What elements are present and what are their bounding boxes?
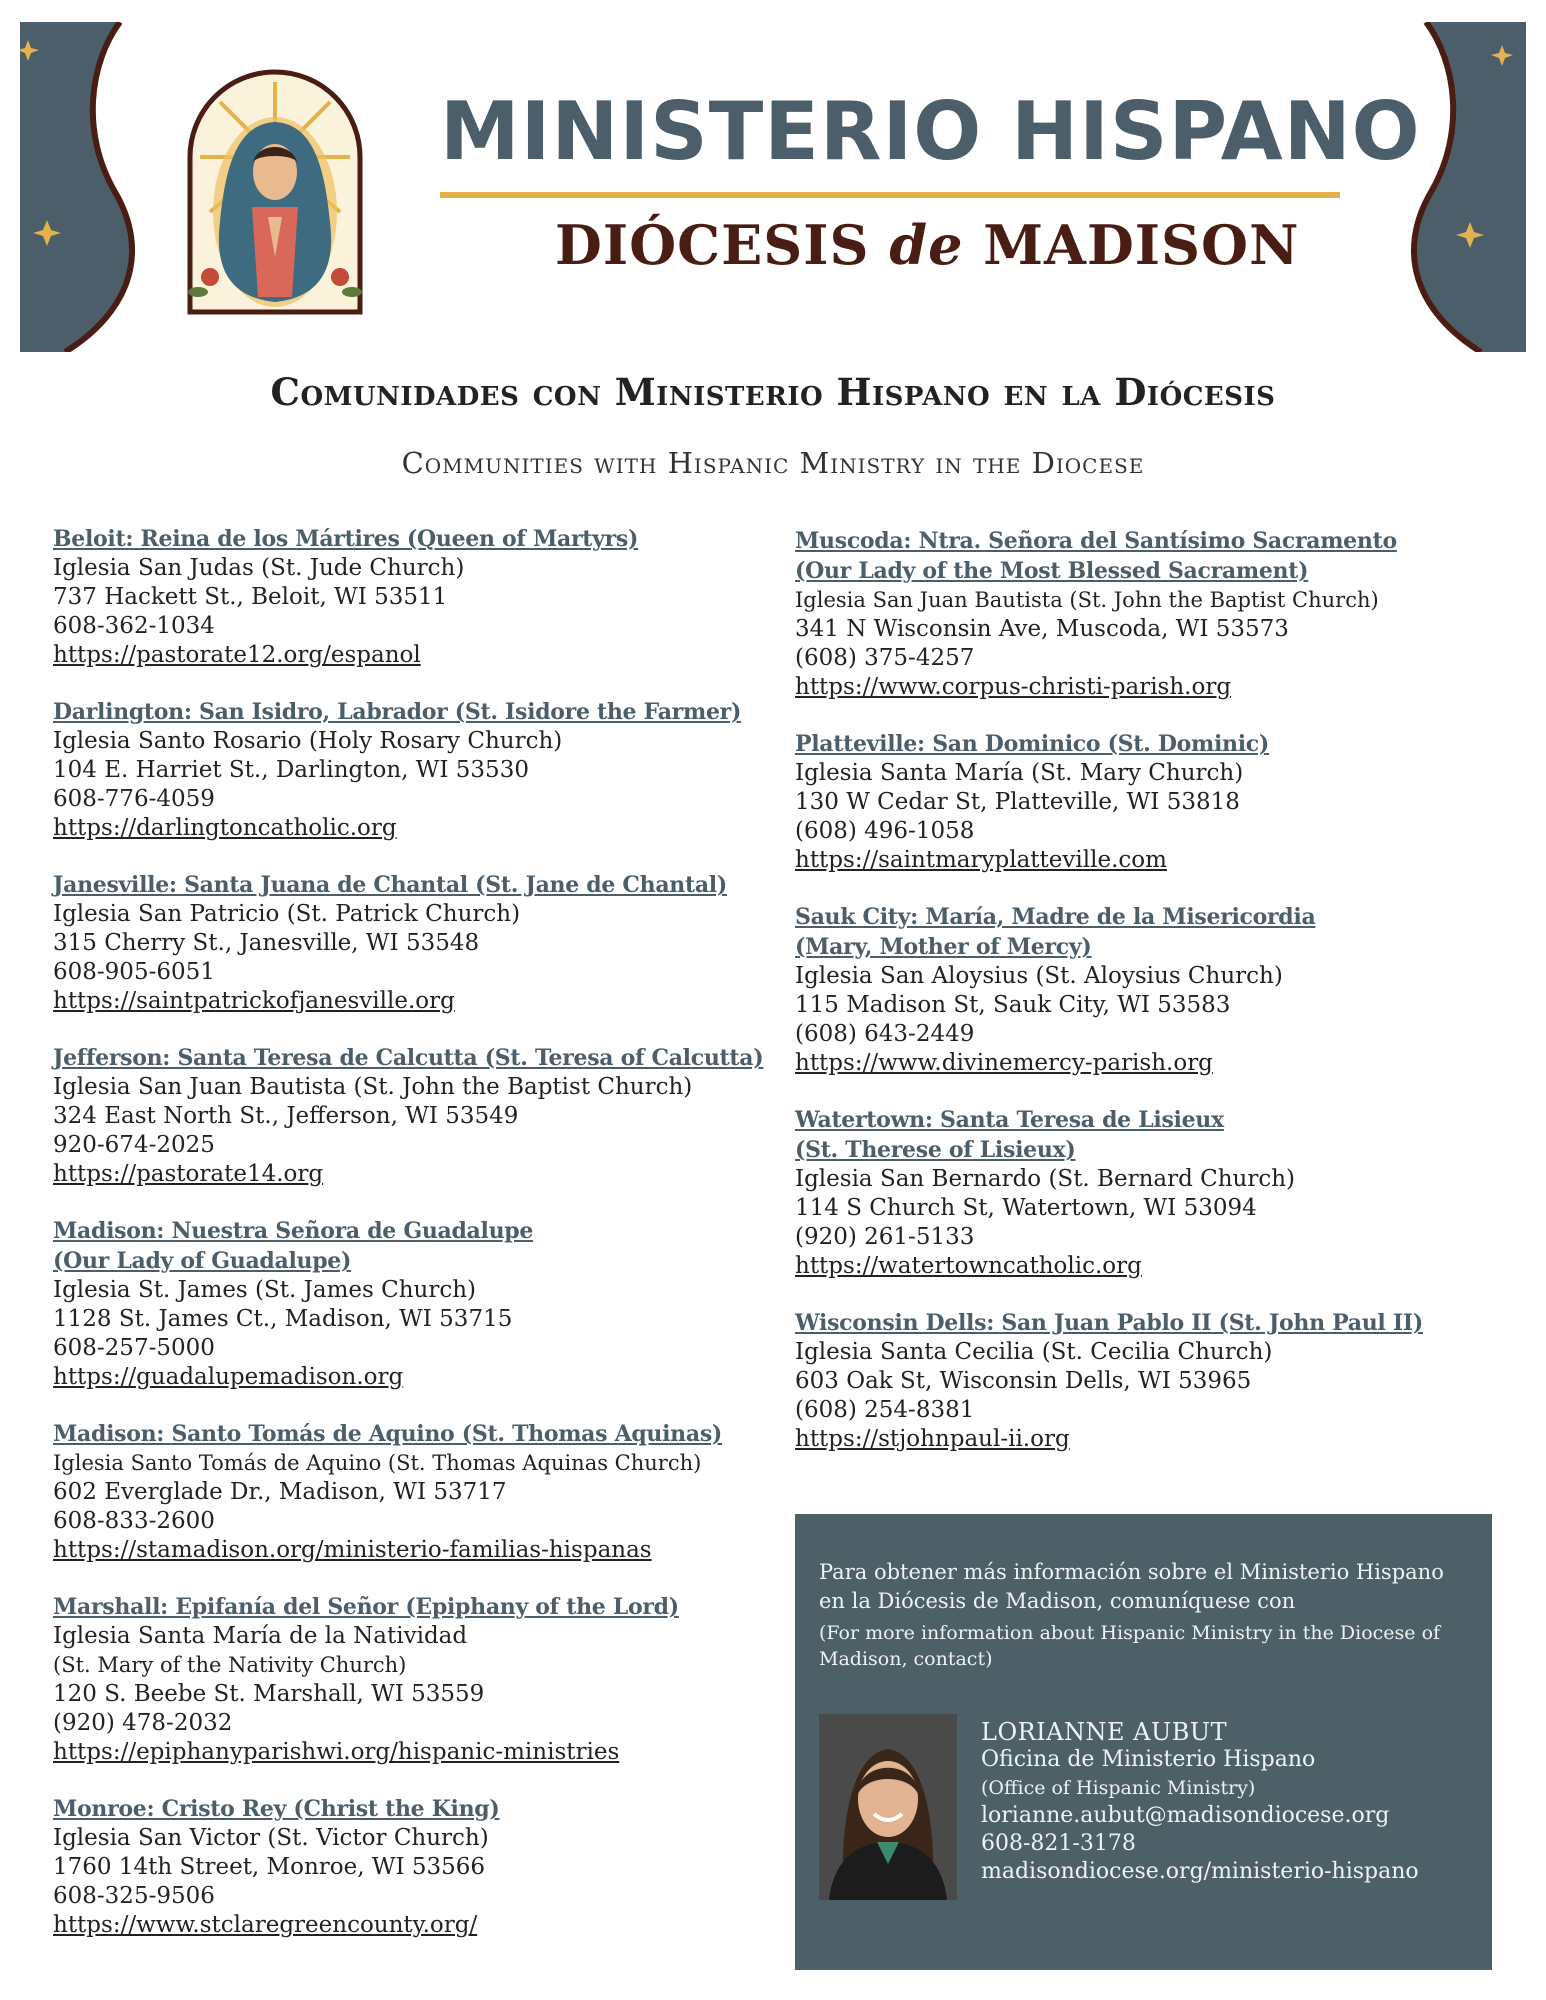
virgin-of-guadalupe-emblem: [180, 62, 370, 324]
subtitle-diocesis: DIÓCESIS: [555, 213, 870, 277]
contact-details: [981, 1718, 1481, 1886]
address: 737 Hackett St., Beloit, WI 53511: [53, 584, 448, 610]
phone: (608) 254-8381: [795, 1397, 975, 1423]
community-entry: [795, 729, 1515, 875]
website-link[interactable]: https://stamadison.org/ministerio-familias-hispanas: [53, 1537, 652, 1563]
community-heading[interactable]: Janesville: Santa Juana de Chantal (St. Jane de Chantal): [53, 872, 727, 898]
community-entry: [53, 870, 773, 1016]
phone: 608-905-6051: [53, 959, 215, 985]
phone: (920) 478-2032: [53, 1710, 233, 1736]
community-entry: [53, 1592, 773, 1767]
subtitle-de: de: [889, 213, 964, 277]
section-heading-english: Communities with Hispanic Ministry in the Diocese: [401, 446, 1145, 480]
community-heading[interactable]: Sauk City: María, Madre de la Misericordia: [795, 904, 1316, 930]
church-name: Iglesia Santo Rosario (Holy Rosary Church): [53, 728, 563, 754]
community-heading[interactable]: Beloit: Reina de los Mártires (Queen of Martyrs): [53, 526, 639, 552]
community-heading[interactable]: Jefferson: Santa Teresa de Calcutta (St. Teresa of Calcutta): [53, 1045, 764, 1071]
address: 315 Cherry St., Janesville, WI 53548: [53, 930, 480, 956]
community-heading[interactable]: Monroe: Cristo Rey (Christ the King): [53, 1796, 500, 1822]
address: 341 N Wisconsin Ave, Muscoda, WI 53573: [795, 616, 1289, 642]
title-divider: [440, 192, 1340, 198]
phone: (608) 643-2449: [795, 1021, 975, 1047]
community-heading[interactable]: Muscoda: Ntra. Señora del Santísimo Sacramento: [795, 528, 1397, 554]
website-link[interactable]: https://pastorate14.org: [53, 1161, 324, 1187]
address: 603 Oak St, Wisconsin Dells, WI 53965: [795, 1368, 1252, 1394]
community-entry: [53, 1043, 773, 1189]
church-name: Iglesia San Judas (St. Jude Church): [53, 555, 465, 581]
website-link[interactable]: https://epiphanyparishwi.org/hispanic-ministries: [53, 1739, 620, 1765]
contact-phone: 608-821-3178: [981, 1831, 1136, 1856]
website-link[interactable]: https://saintpatrickofjanesville.org: [53, 988, 455, 1014]
website-link[interactable]: https://pastorate12.org/espanol: [53, 642, 421, 668]
phone: 608-776-4059: [53, 786, 215, 812]
community-heading[interactable]: Wisconsin Dells: San Juan Pablo II (St. John Paul II): [795, 1310, 1423, 1336]
contact-office-spanish: Oficina de Ministerio Hispano: [981, 1747, 1316, 1772]
community-entry: [795, 902, 1515, 1078]
community-heading-english[interactable]: (Mary, Mother of Mercy): [795, 934, 1092, 960]
church-name: Iglesia San Bernardo (St. Bernard Church): [795, 1166, 1296, 1192]
community-entry: [795, 1308, 1515, 1454]
address: 324 East North St., Jefferson, WI 53549: [53, 1103, 519, 1129]
community-heading[interactable]: Marshall: Epifanía del Señor (Epiphany of the Lord): [53, 1594, 679, 1620]
community-heading-english[interactable]: (St. Therese of Lisieux): [795, 1137, 1076, 1163]
church-name: Iglesia San Victor (St. Victor Church): [53, 1825, 489, 1851]
website-link[interactable]: https://guadalupemadison.org: [53, 1364, 404, 1390]
phone: 608-362-1034: [53, 613, 215, 639]
community-heading[interactable]: Madison: Nuestra Señora de Guadalupe: [53, 1218, 534, 1244]
address: 104 E. Harriet St., Darlington, WI 53530: [53, 757, 529, 783]
subtitle-madison: MADISON: [983, 213, 1300, 277]
community-entry: [53, 1419, 773, 1565]
address: 1128 St. James Ct., Madison, WI 53715: [53, 1306, 513, 1332]
church-name: [53, 1449, 773, 1478]
community-heading-english[interactable]: (Our Lady of Guadalupe): [53, 1248, 352, 1274]
website-link[interactable]: https://saintmaryplatteville.com: [795, 847, 1167, 873]
portrait-image: [819, 1714, 957, 1900]
website-link[interactable]: https://darlingtoncatholic.org: [53, 815, 397, 841]
phone: (920) 261-5133: [795, 1224, 975, 1250]
church-name: Iglesia St. James (St. James Church): [53, 1277, 476, 1303]
contact-intro-english: (For more information about Hispanic Ministry in the Diocese of Madison, contact): [819, 1622, 1441, 1670]
community-heading[interactable]: Darlington: San Isidro, Labrador (St. Isidore the Farmer): [53, 699, 742, 725]
page-title: MINISTERIO HISPANO: [440, 85, 1421, 178]
contact-intro-spanish: Para obtener más información sobre el Ministerio Hispano en la Diócesis de Madison, comuníquese con: [819, 1560, 1444, 1613]
section-heading-spanish: Comunidades con Ministerio Hispano en la Diócesis: [270, 370, 1276, 414]
church-name: Iglesia San Aloysius (St. Aloysius Church): [795, 963, 1283, 989]
community-heading[interactable]: Watertown: Santa Teresa de Lisieux: [795, 1107, 1224, 1133]
community-entry: [795, 1105, 1515, 1281]
phone: 608-257-5000: [53, 1335, 215, 1361]
community-entry: [53, 524, 773, 670]
church-name-english-text: (St. Mary of the Nativity Church): [53, 1653, 407, 1677]
header-banner: [20, 22, 1526, 352]
right-column: [795, 526, 1515, 1481]
website-link[interactable]: https://www.stclaregreencounty.org/: [53, 1912, 478, 1938]
church-name: Iglesia Santa María de la Natividad: [53, 1623, 468, 1649]
address: 114 S Church St, Watertown, WI 53094: [795, 1195, 1257, 1221]
community-entry: [53, 1794, 773, 1940]
left-column: [53, 524, 773, 1967]
website-link[interactable]: https://www.corpus-christi-parish.org: [795, 674, 1232, 700]
church-name-text: Iglesia San Juan Bautista (St. John the Baptist Church): [795, 588, 1379, 612]
phone: (608) 496-1058: [795, 818, 975, 844]
phone: 608-833-2600: [53, 1508, 215, 1534]
website-link[interactable]: https://watertowncatholic.org: [795, 1253, 1142, 1279]
church-name: Iglesia San Juan Bautista (St. John the Baptist Church): [53, 1074, 693, 1100]
contact-photo: [819, 1714, 957, 1900]
community-heading-english[interactable]: (Our Lady of the Most Blessed Sacrament): [795, 558, 1309, 584]
church-name-english: [53, 1651, 773, 1680]
community-entry: [53, 1216, 773, 1392]
website-link[interactable]: https://www.divinemercy-parish.org: [795, 1050, 1213, 1076]
community-entry: [53, 697, 773, 843]
community-heading[interactable]: Platteville: San Dominico (St. Dominic): [795, 731, 1269, 757]
church-name-text: Iglesia Santo Tomás de Aquino (St. Thomas Aquinas Church): [53, 1451, 702, 1475]
church-name: Iglesia Santa Cecilia (St. Cecilia Church): [795, 1339, 1273, 1365]
phone: (608) 375-4257: [795, 645, 975, 671]
address: 1760 14th Street, Monroe, WI 53566: [53, 1854, 486, 1880]
address: 602 Everglade Dr., Madison, WI 53717: [53, 1479, 507, 1505]
contact-name: LORIANNE AUBUT: [981, 1718, 1228, 1746]
address: 115 Madison St, Sauk City, WI 53583: [795, 992, 1231, 1018]
church-name: Iglesia Santa María (St. Mary Church): [795, 760, 1244, 786]
website-link[interactable]: https://stjohnpaul-ii.org: [795, 1426, 1070, 1452]
contact-website[interactable]: madisondiocese.org/ministerio-hispano: [981, 1859, 1419, 1884]
phone: 920-674-2025: [53, 1132, 215, 1158]
address: 130 W Cedar St, Platteville, WI 53818: [795, 789, 1240, 815]
address: 120 S. Beebe St. Marshall, WI 53559: [53, 1681, 485, 1707]
page-subtitle: [555, 213, 1300, 277]
community-heading[interactable]: Madison: Santo Tomás de Aquino (St. Thomas Aquinas): [53, 1421, 723, 1447]
contact-box: [795, 1514, 1492, 1970]
contact-office-english: (Office of Hispanic Ministry): [981, 1777, 1256, 1799]
church-name: Iglesia San Patricio (St. Patrick Church): [53, 901, 521, 927]
contact-email[interactable]: lorianne.aubut@madisondiocese.org: [981, 1803, 1390, 1828]
church-name: [795, 586, 1515, 615]
phone: 608-325-9506: [53, 1883, 215, 1909]
community-entry: [795, 526, 1515, 702]
